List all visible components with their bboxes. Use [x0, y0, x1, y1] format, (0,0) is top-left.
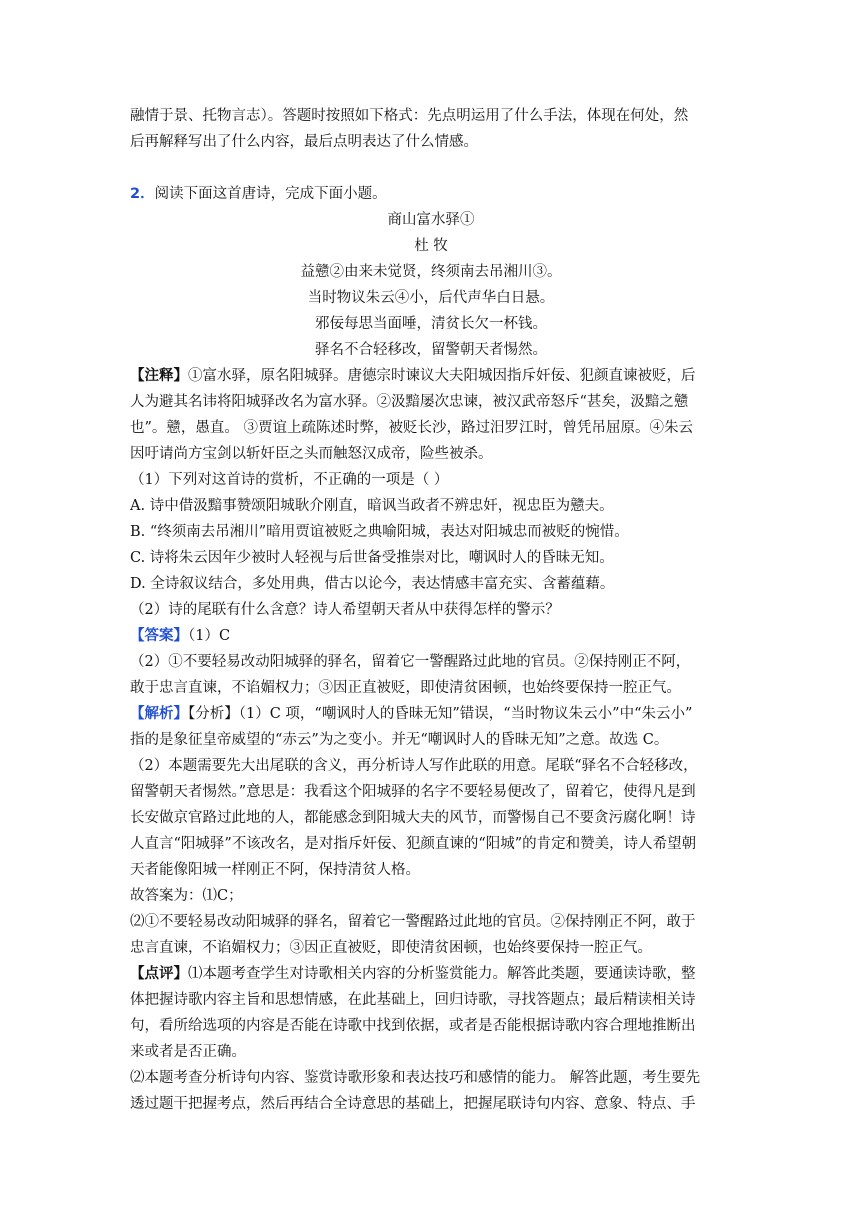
analysis-line: 故答案为：⑴C； [130, 888, 243, 904]
question-prompt: 阅读下面这首唐诗，完成下面小题。 [154, 186, 387, 202]
analysis-line: 长安做京官路过此地的人，都能感念到阳城大夫的风节，而警惕自己不要贪污腐化啊！诗 [130, 810, 696, 826]
question-heading [130, 181, 732, 207]
option-a: A. 诗中借汲黯事赞颂阳城耿介刚直，暗讽当政者不辨忠奸，视忠臣为戆夫。 [130, 498, 614, 514]
sub-question-1: （1）下列对这首诗的赏析，不正确的一项是（ ） [130, 472, 449, 488]
analysis-line: 天者能像阳城一样刚正不阿，保持清贫人格。 [130, 862, 420, 878]
analysis-line: 人直言“阳城驿”不该改名，是对指斥奸佞、犯颜直谏的“阳城”的肯定和赞美，诗人希望朝 [130, 836, 697, 852]
analysis-line-first [130, 701, 732, 727]
document-body [130, 103, 732, 1117]
comment-line: 体把握诗歌内容主旨和思想情感，在此基础上，回归诗歌，寻找答题点；最后精读相关诗 [130, 992, 696, 1008]
poem-line: 益戆②由来未觉贤，终须南去吊湘川③。 [300, 264, 562, 280]
comment-line: ⑵本题考查分析诗句内容、鉴赏诗歌形象和表达技巧和感情的能力。 解答此题，考生要先 [130, 1070, 701, 1086]
question-number: 2． [130, 186, 155, 202]
comment-line: 句，看所给选项的内容是否能在诗歌中找到依据，或者是否能根据诗歌内容合理地推断出 [130, 1018, 696, 1034]
analysis-line: 留警朝天者惕然。”意思是：我看这个阳城驿的名字不要轻易便改了，留着它，使得凡是到 [130, 784, 696, 800]
note-line: 也”。戆，愚直。 ③贾谊上疏陈述时弊，被贬长沙，路过汨罗江时，曾凭吊屈原。④朱云 [130, 420, 694, 436]
analysis-line: ⑵①不要轻易改动阳城驿的驿名，留着它一警醒路过此地的官员。②保持刚正不阿，敢于 [130, 914, 696, 930]
poem-line: 当时物议朱云④小，后代声华白日悬。 [307, 290, 555, 306]
poem [130, 207, 732, 363]
notes [130, 363, 732, 467]
comment-label: 【点评】 [130, 965, 188, 982]
analysis-text: 【分析】（1）C 项，“嘲讽时人的昏昧无知”错误，“当时物议朱云小”中“朱云小” [188, 706, 693, 722]
option-b: B. “终须南去吊湘川”暗用贾谊被贬之典喻阳城，表达对阳城忠而被贬的惋惜。 [130, 524, 629, 540]
note-line-first [130, 363, 732, 389]
poem-author: 杜 牧 [414, 238, 448, 254]
analysis-line: （2）本题需要先大出尾联的含义，再分析诗人写作此联的用意。尾联“驿名不合轻移改， [130, 758, 698, 774]
comment-line: 透过题干把握考点，然后再结合全诗意思的基础上，把握尾联诗句内容、意象、特点、手 [130, 1096, 696, 1112]
answer-1: （1）C [188, 628, 231, 644]
sub-question-2: （2）诗的尾联有什么含意？诗人希望朝天者从中获得怎样的警示？ [130, 602, 560, 618]
poem-line: 驿名不合轻移改，留警朝天者惕然。 [315, 342, 547, 358]
option-c: C. 诗将朱云因年少被时人轻视与后世备受推崇对比，嘲讽时人的昏昧无知。 [130, 550, 614, 566]
note-label: 【注释】 [130, 367, 188, 384]
answer-line [130, 623, 732, 649]
comment-line: 来或者是否正确。 [130, 1044, 246, 1060]
poem-title: 商山富水驿① [387, 212, 475, 228]
analysis-line: 忠言直谏，不谄媚权力；③因正直被贬，即使清贫困顿，也始终要保持一腔正气。 [130, 940, 652, 956]
body-line: 融情于景、托物言志）。答题时按照如下格式：先点明运用了什么手法，体现在何处，然 [130, 108, 689, 124]
analysis-label: 【解析】 [130, 705, 188, 722]
answer-2-line: （2）①不要轻易改动阳城驿的驿名，留着它一警醒路过此地的官员。②保持刚正不阿， [130, 654, 691, 670]
answer-label: 【答案】 [130, 627, 188, 644]
analysis-line: 指的是象征皇帝威望的“赤云”为之变小。并无“嘲讽时人的昏昧无知”之意。故选 C。 [130, 732, 669, 748]
note-text: ①富水驿，原名阳城驿。唐德宗时谏议大夫阳城因指斥奸佞、犯颜直谏被贬，后 [188, 368, 696, 384]
paragraph-gap [130, 155, 732, 173]
comment-text: ⑴本题考查学生对诗歌相关内容的分析鉴赏能力。解答此类题，要通读诗歌，整 [188, 966, 696, 982]
option-d: D. 全诗叙议结合，多处用典，借古以论今，表达情感丰富充实、含蓄蕴藉。 [130, 576, 615, 592]
body-line: 后再解释写出了什么内容，最后点明表达了什么情感。 [130, 134, 478, 150]
comment-line-first [130, 961, 732, 987]
poem-line: 邪佞每思当面唾，清贫长欠一杯钱。 [315, 316, 547, 332]
note-line: 人为避其名讳将阳城驿改名为富水驿。②汲黯屡次忠谏，被汉武帝怒斥“甚矣，汲黯之戆 [130, 394, 689, 410]
answer-2-line: 敢于忠言直谏，不谄媚权力；③因正直被贬，即使清贫困顿，也始终要保持一腔正气。 [130, 680, 681, 696]
note-line: 因吁请尚方宝剑以斩奸臣之头而触怒汉成帝，险些被杀。 [130, 446, 493, 462]
